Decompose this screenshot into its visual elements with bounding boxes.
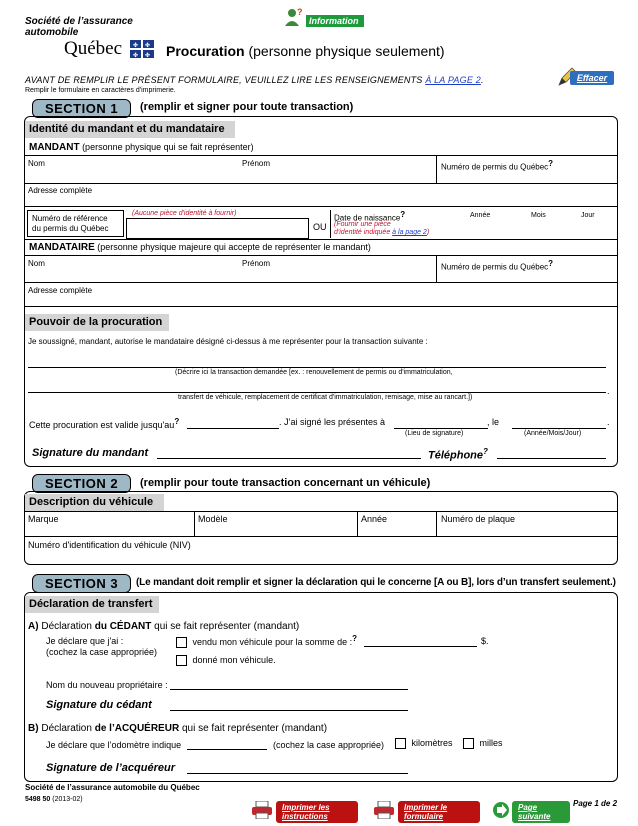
help-icon[interactable]: ? [548,259,554,268]
org-name: Société de l’assurance automobile [25,16,133,38]
decrire-note: (Décrire ici la transaction demandée [ex. : renouvellement de permis ou d'immatriculation, [175,369,453,376]
odometre-label: Je déclare que l’odomètre indique [46,740,182,750]
nouveau-prop-line[interactable] [170,689,408,690]
cedant-heading: A) Déclaration du CÉDANT qui se fait représenter (mandant) [28,621,300,632]
page2-link[interactable]: à la page 2 [392,229,427,236]
printer-icon [252,801,272,819]
arrow-right-icon [492,801,510,819]
km-checkbox[interactable] [395,738,406,749]
section2-desc: (remplir pour toute transaction concernant un véhicule) [140,477,431,489]
print-form-button[interactable]: Imprimer le formulaire [374,799,480,821]
section3-desc: (Le mandant doit remplir et signer la déclaration qui le concerne [A ou B], lors d’un transfert seulement.) [136,577,616,588]
odometre-line[interactable] [187,749,267,750]
date-note: (Année/Mois/Jour) [524,430,582,437]
mandataire-label: MANDATAIRE (personne physique majeure qui accepte de représenter le mandant) [29,242,371,253]
modele-field[interactable]: Modèle [198,514,228,524]
mandataire-nom-field[interactable]: Nom [28,259,45,268]
mandataire-prenom-field[interactable]: Prénom [242,259,271,268]
mandataire-permis-field[interactable]: Numéro de permis du Québec? [441,259,554,272]
print-instructions-button[interactable]: Imprimer les instructions [252,799,358,821]
svg-text:✤: ✤ [133,53,139,58]
pouvoir-band: Pouvoir de la procuration [25,314,170,331]
nouveau-prop-label: Nom du nouveau propriétaire : [46,680,168,690]
signature-mandant-line[interactable] [157,458,421,459]
vendu-checkbox[interactable] [176,637,187,648]
valide-label: Cette procuration est valide jusqu'au? [29,417,180,430]
footer-org: Société de l’assurance automobile du Québec [25,783,200,792]
pouvoir-text: Je soussigné, mandant, autorise le mandataire désigné ci-dessus à me représenter pour la transaction suivante : [28,337,428,346]
dob-year-field[interactable]: Année [470,212,491,219]
quebec-logo: Québec [64,38,123,59]
dob-month-field[interactable]: Mois [531,212,546,219]
signature-mandant-label: Signature du mandant [32,447,149,459]
information-button[interactable]: ? Information [284,6,364,30]
telephone-label: Téléphone? [428,447,488,462]
dob-day-field[interactable]: Jour [581,212,595,219]
mandataire-adresse-field[interactable]: Adresse complète [28,286,93,295]
help-icon[interactable]: ? [483,447,488,456]
transaction-line-2[interactable] [28,392,606,393]
vehicule-band: Description du véhicule [25,494,165,511]
cochez-label: (cochez la case appropriée) [46,647,158,657]
vendu-option: vendu mon véhicule pour la somme de :? [176,634,357,648]
lieu-line[interactable] [394,428,488,429]
dob-label: Date de naissance? [334,210,406,223]
page-title: Procuration (personne physique seulement) [166,43,445,59]
section1-desc: (remplir et signer pour toute transaction) [140,101,354,113]
lieu-note: (Lieu de signature) [405,430,464,437]
no-id-note: (Aucune pièce d'identité à fournir) [132,210,237,217]
plaque-field[interactable]: Numéro de plaque [441,514,516,524]
help-icon[interactable]: ? [352,634,357,643]
signature-acquereur-label: Signature de l’acquéreur [46,762,175,774]
page-indicator: Page 1 de 2 [573,799,618,808]
donne-checkbox[interactable] [176,655,187,666]
transaction-line-1[interactable] [28,367,606,368]
form-number: 5498 50 (2013-02) [25,796,83,803]
svg-text:✤: ✤ [133,43,139,49]
acquereur-heading: B) Déclaration de l’ACQUÉREUR qui se fait représenter (mandant) [28,723,328,734]
erase-button[interactable]: Effacer [556,66,616,88]
signe-label: . J’ai signé les présentes à [279,417,386,427]
signature-cedant-line[interactable] [170,710,408,711]
person-help-icon [284,6,306,28]
somme-line[interactable] [364,646,477,647]
page2-link[interactable]: À LA PAGE 2 [425,75,481,85]
mandant-adresse-field[interactable]: Adresse complète [28,186,93,195]
cochez2-label: (cochez la case appropriée) [273,740,385,750]
identity-band: Identité du mandant et du mandataire [25,121,236,138]
section1-tab: SECTION 1 [32,99,131,118]
section2-tab: SECTION 2 [32,474,131,493]
je-declare-label: Je déclare que j'ai : [46,636,124,646]
mandant-nom-field[interactable]: Nom [28,159,45,168]
fleur-de-lis-flag-icon [130,40,154,58]
next-page-button[interactable]: Page suivante [492,799,570,821]
le-label: , le [487,417,500,427]
warning-text: AVANT DE REMPLIR LE PRÉSENT FORMULAIRE, VEUILLEZ LIRE LES RENSEIGNEMENTS À LA PAGE 2. [25,75,484,85]
svg-text:✤: ✤ [145,53,151,58]
ref-number-input[interactable] [126,218,309,239]
annee-field[interactable]: Année [361,514,388,524]
help-icon[interactable]: ? [400,210,406,219]
dob-note: (Fournir une pièce d'identité indiquée à la page 2) [334,221,430,236]
niv-field[interactable]: Numéro d'identification du véhicule (NIV) [28,540,191,550]
help-icon[interactable]: ? [548,159,554,168]
telephone-line[interactable] [497,458,606,459]
or-label: OU [313,222,327,232]
section3-tab: SECTION 3 [32,574,131,593]
date-line[interactable] [512,428,606,429]
transfert-band: Déclaration de transfert [25,596,160,613]
fill-note: Remplir le formulaire en caractères d'imprimerie. [25,87,176,94]
km-option: kilomètres [395,738,453,749]
help-icon[interactable]: ? [174,417,180,426]
svg-text:?: ? [297,7,303,17]
mandant-permis-field[interactable]: Numéro de permis du Québec? [441,159,554,172]
milles-option: milles [463,738,503,749]
marque-field[interactable]: Marque [28,514,59,524]
svg-text:✤: ✤ [145,43,151,49]
dollar-label: $. [481,636,489,646]
milles-checkbox[interactable] [463,738,474,749]
signature-acquereur-line[interactable] [187,773,408,774]
mandant-label: MANDANT (personne physique qui se fait représenter) [29,142,254,153]
signature-cedant-label: Signature du cédant [46,699,152,711]
mandant-prenom-field[interactable]: Prénom [242,159,271,168]
donne-option: donné mon véhicule. [176,655,276,666]
ref-number-field[interactable]: Numéro de référence du permis du Québec [27,210,124,237]
printer-icon [374,801,394,819]
valide-date-line[interactable] [187,428,279,429]
decrire-note-2: transfert de véhicule, remplacement de certificat d'immatriculation, remisage, mise au rancart.]) [178,394,473,401]
